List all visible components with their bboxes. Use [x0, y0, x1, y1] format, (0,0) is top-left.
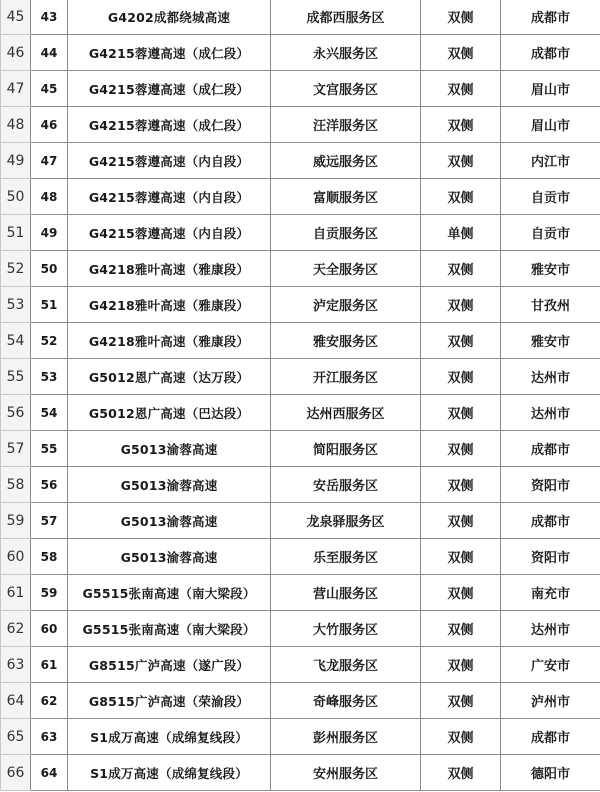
table-row: [1, 467, 600, 503]
city-cell: 南充市: [501, 575, 600, 611]
spreadsheet-row-number: 48: [1, 107, 31, 143]
table-row: [1, 683, 600, 719]
city-cell: 眉山市: [501, 71, 600, 107]
sequence-cell: 61: [31, 647, 68, 683]
sequence-cell: 54: [31, 395, 68, 431]
highway-cell: G4215蓉遵高速（内自段）: [68, 143, 271, 179]
highway-cell: G8515广泸高速（荣渝段）: [68, 683, 271, 719]
table-row: [1, 35, 600, 71]
sequence-cell: 49: [31, 215, 68, 251]
highway-cell: G4215蓉遵高速（成仁段）: [68, 71, 271, 107]
highway-cell: S1成万高速（成绵复线段）: [68, 755, 271, 791]
side-type-cell: 双侧: [421, 467, 501, 503]
highway-cell: G4215蓉遵高速（内自段）: [68, 215, 271, 251]
service-area-cell: 大竹服务区: [271, 611, 421, 647]
spreadsheet-row-number: 46: [1, 35, 31, 71]
sequence-cell: 48: [31, 179, 68, 215]
table-row: [1, 215, 600, 251]
spreadsheet-row-number: 58: [1, 467, 31, 503]
table-row: [1, 503, 600, 539]
highway-cell: G5013渝蓉高速: [68, 503, 271, 539]
highway-cell: G5013渝蓉高速: [68, 467, 271, 503]
table-body: [1, 0, 600, 791]
table-row: [1, 71, 600, 107]
spreadsheet-row-number: 53: [1, 287, 31, 323]
table-row: [1, 755, 600, 791]
service-area-cell: 安州服务区: [271, 755, 421, 791]
side-type-cell: 双侧: [421, 287, 501, 323]
side-type-cell: 双侧: [421, 539, 501, 575]
side-type-cell: 双侧: [421, 647, 501, 683]
city-cell: 雅安市: [501, 323, 600, 359]
city-cell: 广安市: [501, 647, 600, 683]
city-cell: 眉山市: [501, 107, 600, 143]
spreadsheet-row-number: 49: [1, 143, 31, 179]
sequence-cell: 50: [31, 251, 68, 287]
highway-cell: G4215蓉遵高速（内自段）: [68, 179, 271, 215]
city-cell: 达州市: [501, 395, 600, 431]
side-type-cell: 双侧: [421, 71, 501, 107]
side-type-cell: 双侧: [421, 575, 501, 611]
highway-cell: G5515张南高速（南大梁段）: [68, 611, 271, 647]
highway-cell: G4202成都绕城高速: [68, 0, 271, 35]
city-cell: 自贡市: [501, 179, 600, 215]
spreadsheet-row-number: 63: [1, 647, 31, 683]
side-type-cell: 双侧: [421, 143, 501, 179]
sequence-cell: 64: [31, 755, 68, 791]
highway-cell: G4215蓉遵高速（成仁段）: [68, 35, 271, 71]
table-row: [1, 431, 600, 467]
sequence-cell: 59: [31, 575, 68, 611]
table-row: [1, 287, 600, 323]
highway-cell: G4215蓉遵高速（成仁段）: [68, 107, 271, 143]
spreadsheet-row-number: 66: [1, 755, 31, 791]
side-type-cell: 双侧: [421, 359, 501, 395]
highway-cell: G5012恩广高速（达万段）: [68, 359, 271, 395]
side-type-cell: 双侧: [421, 755, 501, 791]
side-type-cell: 双侧: [421, 179, 501, 215]
city-cell: 泸州市: [501, 683, 600, 719]
service-area-cell: 威远服务区: [271, 143, 421, 179]
side-type-cell: 双侧: [421, 35, 501, 71]
service-area-cell: 飞龙服务区: [271, 647, 421, 683]
service-area-cell: 汪洋服务区: [271, 107, 421, 143]
sequence-cell: 43: [31, 0, 68, 35]
spreadsheet-row-number: 52: [1, 251, 31, 287]
side-type-cell: 双侧: [421, 431, 501, 467]
spreadsheet-row-number: 56: [1, 395, 31, 431]
city-cell: 成都市: [501, 719, 600, 755]
highway-cell: G5013渝蓉高速: [68, 539, 271, 575]
highway-cell: G5012恩广高速（巴达段）: [68, 395, 271, 431]
side-type-cell: 双侧: [421, 719, 501, 755]
side-type-cell: 双侧: [421, 395, 501, 431]
table-row: [1, 143, 600, 179]
highway-cell: G8515广泸高速（遂广段）: [68, 647, 271, 683]
side-type-cell: 单侧: [421, 215, 501, 251]
spreadsheet-row-number: 61: [1, 575, 31, 611]
city-cell: 成都市: [501, 0, 600, 35]
table-row: [1, 251, 600, 287]
city-cell: 资阳市: [501, 539, 600, 575]
service-area-cell: 富顺服务区: [271, 179, 421, 215]
service-area-cell: 雅安服务区: [271, 323, 421, 359]
spreadsheet-row-number: 50: [1, 179, 31, 215]
city-cell: 成都市: [501, 431, 600, 467]
sequence-cell: 47: [31, 143, 68, 179]
sequence-cell: 45: [31, 71, 68, 107]
side-type-cell: 双侧: [421, 251, 501, 287]
highway-cell: S1成万高速（成绵复线段）: [68, 719, 271, 755]
sequence-cell: 56: [31, 467, 68, 503]
highway-cell: G4218雅叶高速（雅康段）: [68, 323, 271, 359]
highway-cell: G4218雅叶高速（雅康段）: [68, 251, 271, 287]
side-type-cell: 双侧: [421, 503, 501, 539]
sequence-cell: 57: [31, 503, 68, 539]
sequence-cell: 52: [31, 323, 68, 359]
city-cell: 甘孜州: [501, 287, 600, 323]
spreadsheet-row-number: 54: [1, 323, 31, 359]
city-cell: 成都市: [501, 503, 600, 539]
city-cell: 雅安市: [501, 251, 600, 287]
table-row: [1, 611, 600, 647]
service-area-cell: 成都西服务区: [271, 0, 421, 35]
spreadsheet-row-number: 59: [1, 503, 31, 539]
service-area-cell: 开江服务区: [271, 359, 421, 395]
table-row: [1, 0, 600, 35]
spreadsheet-row-number: 55: [1, 359, 31, 395]
spreadsheet-row-number: 45: [1, 0, 31, 35]
sequence-cell: 44: [31, 35, 68, 71]
table-row: [1, 647, 600, 683]
side-type-cell: 双侧: [421, 683, 501, 719]
table-row: [1, 359, 600, 395]
city-cell: 达州市: [501, 359, 600, 395]
service-area-cell: 达州西服务区: [271, 395, 421, 431]
table-row: [1, 719, 600, 755]
table-row: [1, 575, 600, 611]
sequence-cell: 63: [31, 719, 68, 755]
spreadsheet-row-number: 47: [1, 71, 31, 107]
sequence-cell: 60: [31, 611, 68, 647]
sequence-cell: 62: [31, 683, 68, 719]
table-row: [1, 539, 600, 575]
spreadsheet-row-number: 64: [1, 683, 31, 719]
service-area-cell: 自贡服务区: [271, 215, 421, 251]
service-area-cell: 乐至服务区: [271, 539, 421, 575]
side-type-cell: 双侧: [421, 107, 501, 143]
city-cell: 德阳市: [501, 755, 600, 791]
service-area-cell: 营山服务区: [271, 575, 421, 611]
spreadsheet-row-number: 60: [1, 539, 31, 575]
service-area-cell: 永兴服务区: [271, 35, 421, 71]
spreadsheet-row-number: 51: [1, 215, 31, 251]
city-cell: 自贡市: [501, 215, 600, 251]
sequence-cell: 55: [31, 431, 68, 467]
city-cell: 成都市: [501, 35, 600, 71]
highway-cell: G4218雅叶高速（雅康段）: [68, 287, 271, 323]
service-area-cell: 天全服务区: [271, 251, 421, 287]
service-area-cell: 龙泉驿服务区: [271, 503, 421, 539]
side-type-cell: 双侧: [421, 611, 501, 647]
city-cell: 达州市: [501, 611, 600, 647]
sequence-cell: 53: [31, 359, 68, 395]
sequence-cell: 46: [31, 107, 68, 143]
spreadsheet-row-number: 57: [1, 431, 31, 467]
table-row: [1, 395, 600, 431]
service-area-cell: 简阳服务区: [271, 431, 421, 467]
service-area-cell: 奇峰服务区: [271, 683, 421, 719]
city-cell: 资阳市: [501, 467, 600, 503]
highway-cell: G5515张南高速（南大梁段）: [68, 575, 271, 611]
service-area-cell: 安岳服务区: [271, 467, 421, 503]
spreadsheet-row-number: 65: [1, 719, 31, 755]
sequence-cell: 51: [31, 287, 68, 323]
spreadsheet-row-number: 62: [1, 611, 31, 647]
table-row: [1, 323, 600, 359]
service-area-cell: 彭州服务区: [271, 719, 421, 755]
city-cell: 内江市: [501, 143, 600, 179]
table-row: [1, 179, 600, 215]
side-type-cell: 双侧: [421, 0, 501, 35]
service-area-cell: 泸定服务区: [271, 287, 421, 323]
service-area-cell: 文宫服务区: [271, 71, 421, 107]
sequence-cell: 58: [31, 539, 68, 575]
table-row: [1, 107, 600, 143]
side-type-cell: 双侧: [421, 323, 501, 359]
highway-cell: G5013渝蓉高速: [68, 431, 271, 467]
